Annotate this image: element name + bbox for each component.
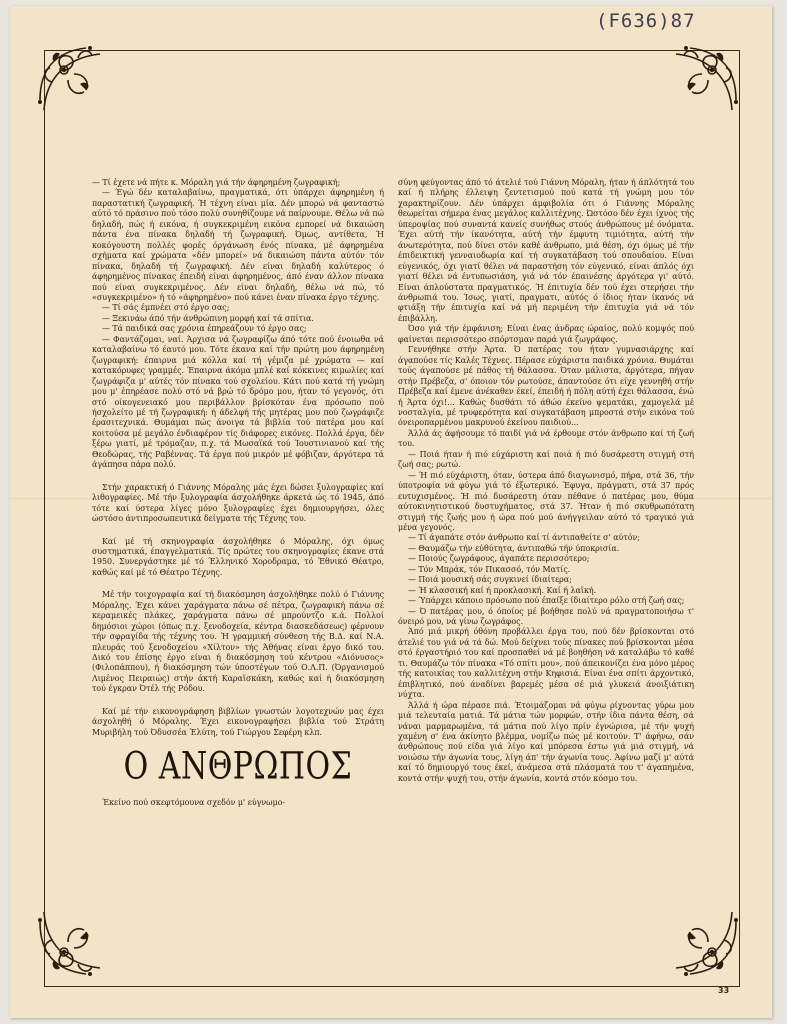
article-paragraph: — Ή κλασσική καί ή προκλασική. Καί ή λαϊκή.	[408, 585, 597, 595]
article-right-column	[398, 178, 694, 784]
article-paragraph: — Τί σάς έμπνέει στό έργο σας;	[102, 303, 230, 313]
corner-ornament-icon	[662, 40, 742, 120]
article-paragraph: Στήν χαρακτική ό Γιάννης Μόραλης μάς έχει δώσει ξυλογραφίες καί λιθογραφίες. Μέ τήν ξυλογραφία άσχολήθηκε άρκετά ώς τό 1945, άπό τότε καί ύστερα λίγες μόνο ξυλογραφίες έχει δημιουργήσει, όλες ώστόσο άντιπροσωπευτικά δείγματα τής Τέχνης του.	[92, 482, 384, 524]
page-number: 33	[718, 986, 730, 995]
article-paragraph: — Φαντάζομαι, ναί. Άρχισα νά ζωγραφίζω άπό τότε πού ένοιωθα νά καταλαβαίνω τό έαυτό μου. Τότε έκανα καί τήν πρώτη μου άφηρημένη ζωγραφική: έπαιρνα μιά κόλλα καί τή γέμιζα μέ χρώματα — καί κατακόρυφες γραμμές. Έπαιρνα άκόμα μπλέ καί κόκκινες κιμωλίες καί ζωγράφιζα μ' αύτές τόν πίνακα τού σχολείου. Κάτι πού κατά τή γνώμη μου μ' έπηρέασε πολύ στό νά βρώ τό δρόμο μου, ήταν τό γεγονός, ότι στό οίκογενειακό μου περιβάλλον βρίσκόταν ένα πρόσωπο πού ήσχολείτο μέ τή ζωγραφική: ή άδελφή τής μητέρας μου πού ζωγράφιζε έρασιτεχνικά. Θυμάμαι πώς άνοιγα τά βιβλία τού πατέρα μου καί κοιτούσα μέ μεγάλο ένδιαφέρον τίς διάφορες εικόνες. Πολλά έργα, δέν ξέρω γιατί, μέ τρόμαζαν, π.χ. τά Μωσαϊκά τού Ίουστινιανού καί τής Θεοδώρας, τής Ραβέννας. Τά έργα πού μικρόν μέ φόβιζαν, άργότερα τά άγάπησα πάρα πολύ.	[92, 334, 384, 470]
article-paragraph: Άλλά ή ώρα πέρασε πιά. Έτοιμάζομαι νά φύγω ρίχνοντας γύρω μου μιά τελευταία ματιά. Τά μάτια τών μορφών, στήν ίδια πάντα θέση, σά νάναι μαρμαρωμένα, τά μάτια πού λίγο πρίν έγνώρισα, μέ τήν ψυχή χαμένη σ' ένα άκίνητο βλέμμα, νομίζω πώς μέ κοιτούν. Τ' άφήνω, σάν άνθρώπους πού είδα γιά λίγο καί μπόρεσα έστω γιά μιά στιγμή, νά νοιώσω τήν άγωνία τους, λίγη άπ' τήν άγωνία τους. Άφίνω μαζί μ' αύτά καί τό δημιουργό τους έκεί, άνάμεσα στά πλάσματά του τ' άγαπημένα, κοντά στήν ψυχή του, στήν άγωνία, κοντά στόν κόσμο του.	[398, 700, 694, 783]
article-paragraph: Μέ τήν τοιχογραφία καί τή διακόσμηση άσχολήθηκε πολύ ό Γιάννης Μόραλης. Έχει κάνει χαράγματα πάνω σέ πέτρα, ζωγραφική πάνω σέ κεραμεικές πλάκες, χαράγματα πάνω σέ μπρούντζο κ.ά. Πολλοί δημόσιοι χώροι (όπως π.χ. ξενοδοχεία, κέντρα διασκεδάσεως) φέρνουν τήν σφραγίδα τής τέχνης του. Ή γραμμική σύνθεση τής Β.Δ. καί Ν.Α. πλευράς τού ξενοδοχείου «Χίλτον» τής Άθήνας είναι έργο δικό του. Δικό του έπίσης έργο είναι ή διακόσμηση τού κέντρου «Διόνυσος» (Φιλοπάππου), ή διακόσμηση τών ύποστέγων τού Ο.Λ.Π. (Όργανισμού Λιμένος Πειραιώς) στήν άκτή Καραϊσκάκη, καθώς καί ή διακόσμηση τού έγκραν Ότέλ τής Ρόδου.	[92, 590, 384, 694]
section-title: Ο ΑΝΘΡΩΠΟΣ	[123, 744, 353, 789]
article-paragraph: — Θαυμάζω τήν εύθύτητα, άντιπαθώ τήν ύποκρισία.	[408, 543, 620, 553]
article-paragraph: Γεννήθηκε στήν Άρτα. Ό πατέρας του ήταν γυμνασιάρχης καί άγαπούσε τίς Καλές Τέχνες. Πέρασε εύχάριστα παιδικά χρόνια. Θυμάται τούς άγαπούσε μέ πάθος τή θάλασσα. Όταν μάλιστα, άργότερα, πήγαν στήν Πρέβεζα, σ' όποιον τόν ρωτούσε, άπαντούσε ότι είχε γεννηθή στήν Πρέβεζα καί έμενε άνέκαθεν έκεί, έπειδή ή πόλη αύτή έχει θάλασσα, ένώ ή Άρτα όχι!... Καθώς δυσθάτι τό άθώο έκείνο ψεματάκι, χαμογελά μέ νοσταλγία, μέ τρυφερότητα καί συγκατάβαση μπροστά στήν εικόνα τού όνειροπαρμένου μακρυνού έκείνου παιδιού...	[398, 345, 694, 428]
article-paragraph: — Ξεκινάω άπό τήν άνθρώπινη μορφή καί τά σπίτια.	[102, 313, 314, 323]
corner-ornament-icon	[34, 902, 114, 982]
article-paragraph: — Ύπάρχει κάποιο πρόσωπο πού έπαίξε ίδιαίτερο ρόλο στή ζωή σας;	[408, 596, 685, 606]
article-paragraph: Άλλά άς άφήσουμε τό παιδί γιά νά έρθουμε στόν άνθρωπο καί τή ζωή του.	[398, 428, 694, 449]
article-paragraph: — Ποιά μουσική σάς συγκινεί ίδιαίτερα;	[408, 575, 572, 585]
article-paragraph: — Έγώ δέν καταλαβαίνω, πραγματικά, ότι ύπάρχει άφηρημένη ή παραστατική ζωγραφική. Ή τέχνη είναι μία. Δέν μπορώ νά φανταστώ αύτό τό πράσινο πού τόσο πολύ συνηθίζουμε νά παίρνουμε. Θέλω νά πώ δηλαδή, πώς ή εικόνα, ή συγκεκριμένη εικόνα εμπορεί νά δικαιώση πάντα ένα πίνακα δηλαδή τή ζωγραφική. Όμως, αντίθετα, Ή κοκόγουστη πολλές φορές όργάνωση ένός πίνακα, μέ άφηρημένα σχήματα καί χρώματα «δέν μπορεί» νά δικαιώση πάντα αύτόν τόν πίνακα, δηλαδή τή ζωγραφική. Δέν είναι δηλαδή καλύτερος ό άφηρημένος πίνακας έπειδή είναι άφηρημένος, άπό έναν άλλον πίνακα πού είναι συγκεκριμένος. Δέν είναι δηλαδή, θέλω νά πώ, τό «συγκεκριμένο» ή τό «άφηρημένο» πού κάνει έναν πίνακα έργο τέχνης.	[92, 188, 384, 302]
article-paragraph: Καί μέ τήν εικονογράφηση βιβλίων γνωστών λογοτεχνών μας έχει άσχοληθή ό Μόραλης. Έχει εικονογραφήσει βιβλία τού Στράτη Μυριβήλη τού Όδυσσέα Έλύτη, τού Γιώργου Σεφέρη κλπ.	[92, 706, 384, 737]
article-paragraph: — Τί άγαπάτε στόν άνθρωπο καί τί άντιπαθείτε σ' αύτόν;	[408, 533, 640, 543]
article-paragraph: — Τά παιδικά σας χρόνια έπηρεάζουν τό έργο σας;	[102, 324, 307, 334]
corner-ornament-icon	[662, 902, 742, 982]
article-paragraph: Όσο γιά τήν έμφάνιση; Είναι ένας άνδρας ώραίος, πολύ κομψός πού φαίνεται περισσότερο σπόρτσμαν παρά γιά ζωγράφος.	[398, 324, 694, 344]
article-paragraph: Έκείνο πού σκεφτόμουνα σχεδόν μ' εύγνωμο-	[102, 798, 286, 808]
article-paragraph: — Ή πιό εύχάριστη, όταν, ύστερα άπό διαγωνισμό, πήρα, στά 36, τήν ύποτροφία νά φύγω γιά τό έξωτερικό. Έφυγα, πράγματι, στά 37 πρός ευτυχισμένος. Ή πιό δυσάρεστη όταν πέθανε ό πατέρας μου, θύμα αύτοκινητιστικού δυστυχήματος, στά 37. Ήταν ή πιό σκυθρωπότατη στιγμή τής ζωής μου ή ώρα πού μού άνήγγειλαν αύτό τό τραγικό γιά μένα γεγονός.	[398, 470, 694, 532]
article-paragraph: Άπό μιά μικρή όθόνη προβάλλει έργα του, πού δέν βρίσκονται στό άτελιέ του γιά νά τά δώ. Μού δείχνει τούς πίνακες πού βρίσκονται μέσα στό έργαστήριό του καί προσπαθεί νά μέ βοηθήση νά καταλάβω τό καθέ τι. Θαυμάζω τόν πίνακα «Τό σπίτι μου», πού άπεικονίζει ένα μόνο μέρος τής κατοικίας του καλλιτέχνη στήν Κηφισιά. Είναι ένα σπίτι άρχοντικό, έπιβλητικό, πού άναδίνει βαρεμές μέσα σέ μιά γλυκειά άνοιξιάτικη νύχτα.	[398, 627, 694, 700]
article-left-column	[92, 178, 384, 809]
article-paragraph: — Ποιά ήταν ή πιό εύχάριστη καί ποιά ή πιό δυσάρεστη στιγμή στή ζωή σας; ρωτώ.	[398, 449, 694, 470]
handwritten-reference: (F636)87	[596, 10, 696, 32]
article-paragraph: σύνη φεύγοντας άπό τό άτελιέ τού Γιάννη Μόραλη, ήταν ή άπλότητά του καί ή πλήρης έλλειψη ζεντετισμού πού κατά τή γνώμη μου τόν χαρακτηρίζουν. Δέν ύπάρχει άμφιβολία ότι ό Γιάννης Μόραλης θεωρείται σήμερα ένας μεγάλος καλλιτέχνης. Ώστόσο δέν έχει ίχνος τής ύπεροψίας πού συναντά κανείς συνήθως στούς άνθρώπους μέ όνόματα. Έχει αύτή τήν ίκανότητα, αύτή τήν έμφυτη τιμιότητα, αύτή τήν άνωτερότητα, πού δίνει στόν καθέ άνθρωπο, μιά θέση, όχι όμως μέ τήν έπιδεικτική γενναιοδωρία καί τή συγκατάβαση τού σπουδαίου. Είναι εύγενικός, όχι γιατί θέλει νά παραστήση τόν εύγενικό, είναι άπλός όχι γιατί θέλει νά έντυπωσιάση, γιά νά τόν έπαινέσης άργότερα γι' αύτό. Είναι άπλούστατα πραγματικός. Ή έπιτυχία δέν τού έχει στερήσει τήν άνθρωπιά του. Ίσως, γιατί, πραγματι, αύτός ό ίδιος ήταν ίκανός νά φτιάξη τήν έπιτυχία καί νά μή περιμένη τήν έπιτυχία γιά νά τόν έπιβάλλη.	[398, 178, 694, 323]
article-paragraph: — Τί έχετε νά πήτε κ. Μόραλη γιά τήν άφηρημένη ζωγραφική;	[92, 178, 341, 187]
article-paragraph: — Τόν Μπράκ, τόν Πικασσό, τόν Ματίς.	[408, 564, 571, 574]
article-paragraph: Καί μέ τή σκηνογραφία άσχολήθηκε ό Μόραλης, όχι όμως συστηματικά, έπαγγελματικά. Τίς πρώτες του σκηνογραφίες έκανε στά 1950. Συνεργάστηκε μέ τό Έλληνικό Χοροδραμα, τό Έθνικό Θέατρο, καθώς καί μέ τό Θέατρο Τέχνης.	[92, 536, 384, 577]
article-paragraph: — Ό πατέρας μου, ό όποίος μέ βοήθησε πολύ νά πραγματοποιήσω τ' όνειρό μου, νά γίνω ζωγράφος.	[398, 606, 694, 627]
corner-ornament-icon	[34, 40, 114, 120]
article-paragraph: — Ποιούς ζωγράφους, άγαπάτε περισσότερο;	[408, 554, 590, 564]
